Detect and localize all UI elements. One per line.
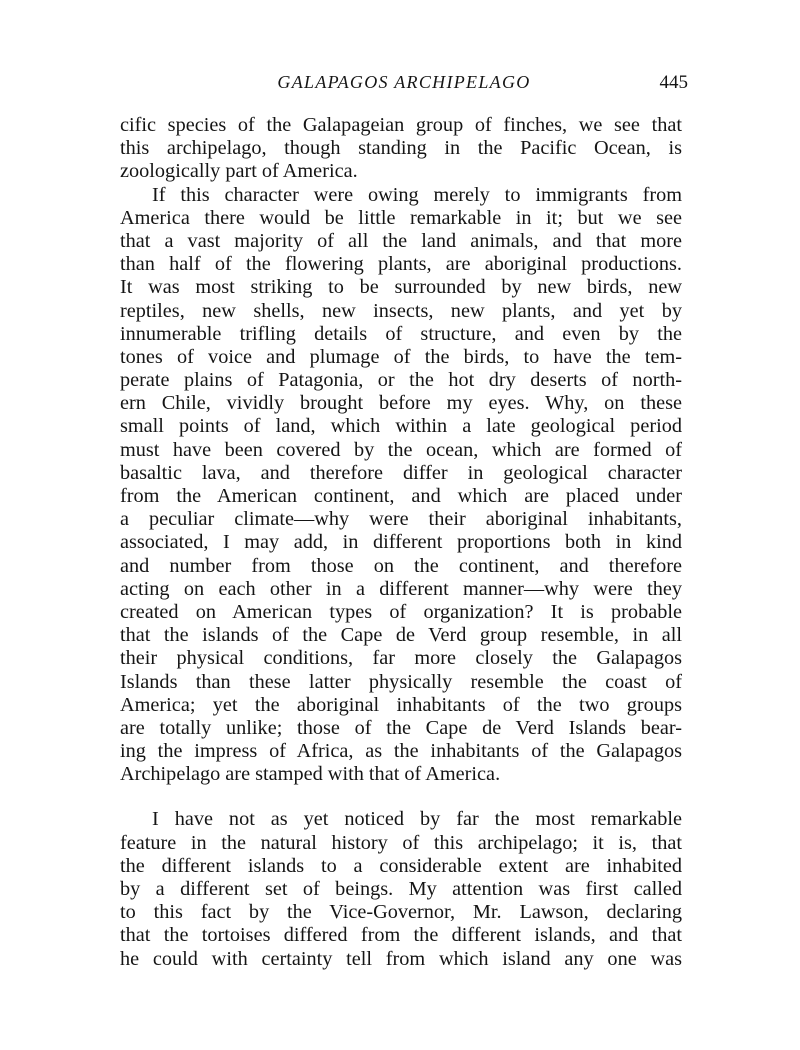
text-line: If this character were owing merely to immigrants from — [152, 183, 682, 206]
text-line: ing the impress of Africa, as the inhabitants of the Galapagos — [120, 740, 682, 763]
text-line: America; yet the aboriginal inhabitants of the two groups — [120, 693, 682, 716]
text-line: reptiles, new shells, new insects, new plants, and yet by — [120, 299, 682, 322]
text-line: ern Chile, vividly brought before my eyes. Why, on these — [120, 392, 682, 415]
text-line: he could with certainty tell from which island any one was — [120, 947, 682, 970]
text-line: the different islands to a considerable extent are inhabited — [120, 854, 682, 877]
text-line: that a vast majority of all the land animals, and that more — [120, 229, 682, 252]
running-title: GALAPAGOS ARCHIPELAGO — [277, 72, 531, 92]
text-line: I have not as yet noticed by far the most remarkable — [152, 808, 682, 831]
paragraph-spacer — [120, 786, 682, 808]
text-line: small points of land, which within a late geological period — [120, 415, 682, 438]
text-line: cific species of the Galapageian group of finches, we see that — [120, 114, 682, 136]
text-line: It was most striking to be surrounded by new birds, new — [120, 276, 682, 299]
paragraph-continued — [120, 114, 682, 184]
text-line: this archipelago, though standing in the Pacific Ocean, is — [120, 137, 682, 160]
text-line: that the tortoises differed from the different islands, and that — [120, 924, 682, 947]
body-text — [120, 114, 682, 971]
text-line: feature in the natural history of this archipelago; it is, that — [120, 831, 682, 854]
text-line: created on American types of organization? It is probable — [120, 600, 682, 623]
text-line: innumerable trifling details of structure, and even by the — [120, 322, 682, 345]
text-line: a peculiar climate—why were their aboriginal inhabitants, — [120, 508, 682, 531]
text-line: Archipelago are stamped with that of America. — [120, 763, 501, 786]
text-line: and number from those on the continent, and therefore — [120, 554, 682, 577]
text-line: zoologically part of America. — [120, 160, 358, 183]
text-line: tones of voice and plumage of the birds, to have the tem- — [120, 345, 682, 368]
page-number: 445 — [659, 72, 688, 93]
text-line: to this fact by the Vice-Governor, Mr. Lawson, declaring — [120, 901, 682, 924]
text-line: their physical conditions, far more closely the Galapagos — [120, 647, 682, 670]
text-line: acting on each other in a different manner—why were they — [120, 577, 682, 600]
running-head — [120, 72, 688, 96]
text-line: must have been covered by the ocean, which are formed of — [120, 438, 682, 461]
text-line: than half of the flowering plants, are aboriginal productions. — [120, 253, 682, 276]
text-line: that the islands of the Cape de Verd group resemble, in all — [120, 624, 682, 647]
text-line: perate plains of Patagonia, or the hot dry deserts of north- — [120, 369, 682, 392]
paragraph-islands — [120, 808, 682, 970]
text-line: are totally unlike; those of the Cape de Verd Islands bear- — [120, 716, 682, 739]
text-line: from the American continent, and which are placed under — [120, 485, 682, 507]
text-line: America there would be little remarkable in it; but we see — [120, 206, 682, 229]
paragraph-immigrants — [120, 184, 682, 787]
text-line: Islands than these latter physically resemble the coast of — [120, 670, 682, 693]
text-line: associated, I may add, in different proportions both in kind — [120, 531, 682, 554]
text-line: basaltic lava, and therefore differ in geological character — [120, 461, 682, 484]
text-line: by a different set of beings. My attention was first called — [120, 878, 682, 900]
